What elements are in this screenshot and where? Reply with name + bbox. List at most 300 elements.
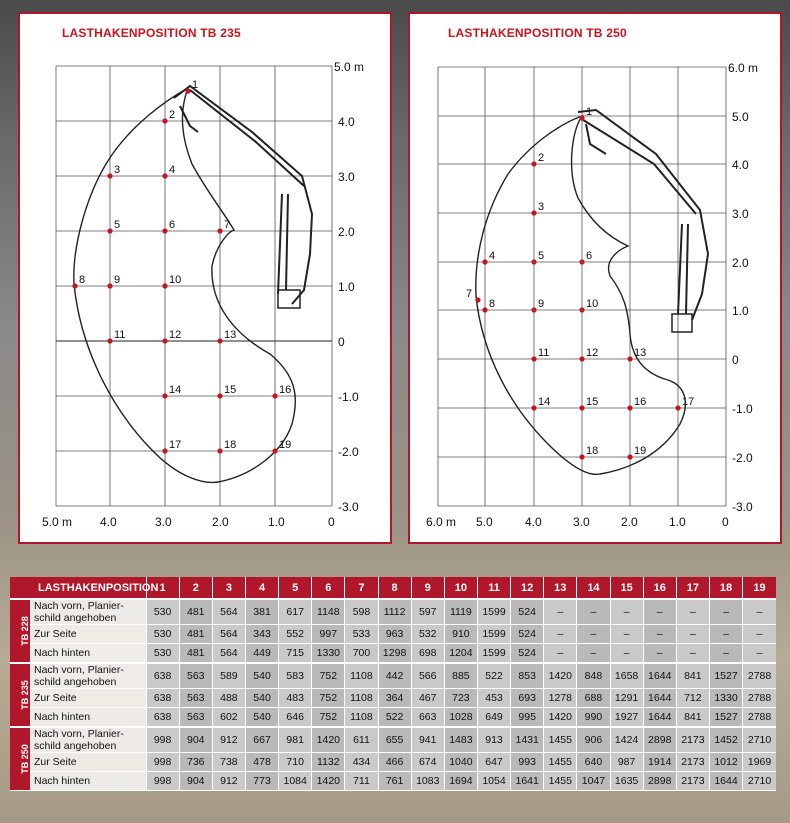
table-cell: 904 [179,727,212,753]
table-cell: 481 [179,644,212,664]
table-cell: 712 [676,689,709,708]
row-label: Zur Seite [30,689,146,708]
load-point-label: 3 [114,164,121,176]
load-point [531,259,536,264]
table-cell: – [544,644,577,664]
load-point [107,228,112,233]
table-cell: 602 [212,708,245,728]
table-cell: 597 [411,599,444,625]
table-cell: 522 [477,663,510,689]
table-cell: 530 [146,625,179,644]
table-cell: – [544,625,577,644]
table-cell: 998 [146,727,179,753]
table-cell: 563 [179,708,212,728]
table-cell: 540 [245,689,278,708]
chart-panel-tb235 [18,12,392,544]
load-point-label: 7 [466,288,473,300]
table-cell: 655 [378,727,411,753]
table-cell: 1330 [709,689,742,708]
table-cell: 1054 [477,772,510,791]
table-cell: 990 [577,708,610,728]
load-point-label: 16 [279,384,292,396]
table-cell: 2788 [743,663,776,689]
table-cell: 540 [245,663,278,689]
table-cell: 1108 [345,708,378,728]
load-point [531,210,536,215]
load-point [185,88,190,93]
table-cell: 532 [411,625,444,644]
table-cell: 752 [312,689,345,708]
table-cell: 524 [511,625,544,644]
table-cell: 941 [411,727,444,753]
load-point-label: 19 [279,439,292,451]
table-cell: 467 [411,689,444,708]
x-tick-label: 6.0 m [426,515,457,529]
table-cell: 563 [179,689,212,708]
load-point [675,405,680,410]
table-cell: 564 [212,644,245,664]
y-tick-label: 6.0 m [728,61,759,75]
table-cell: 522 [378,708,411,728]
load-point [531,161,536,166]
table-cell: 1028 [444,708,477,728]
load-point [579,259,584,264]
y-tick-label: -2.0 [338,445,359,459]
y-tick-label: 5.0 m [334,60,365,74]
table-cell: – [577,599,610,625]
table-cell: 995 [511,708,544,728]
row-label: Zur Seite [30,625,146,644]
table-cell: 2788 [743,689,776,708]
table-cell: 649 [477,708,510,728]
table-cell: 638 [146,689,179,708]
load-point-label: 14 [538,396,551,408]
load-point [107,338,112,343]
load-point-label: 2 [538,152,545,164]
column-header: 4 [245,577,278,599]
table-cell: 2788 [743,708,776,728]
table-row [10,625,776,644]
load-point [627,454,632,459]
table-cell: 617 [279,599,312,625]
table-cell: 1635 [610,772,643,791]
x-tick-label: 2.0 [212,515,229,529]
load-point-label: 1 [192,79,199,91]
table-cell: 1927 [610,708,643,728]
load-point-label: 5 [538,250,545,262]
table-row [10,708,776,728]
table-cell: – [676,644,709,664]
y-tick-label: 2.0 [338,225,355,239]
x-tick-label: 4.0 [525,515,542,529]
table-cell: 885 [444,663,477,689]
table-cell: 1644 [643,689,676,708]
load-point-label: 2 [169,109,176,121]
load-point [579,307,584,312]
table-cell: – [544,599,577,625]
column-header: 6 [312,577,345,599]
table-cell: 1420 [312,772,345,791]
table-cell: 540 [245,708,278,728]
table-cell: – [676,625,709,644]
load-point-label: 4 [169,164,176,176]
table-cell: 738 [212,753,245,772]
load-point [579,356,584,361]
load-point [579,115,584,120]
table-cell: 981 [279,727,312,753]
table-cell: 993 [511,753,544,772]
load-point [482,259,487,264]
chart-title-tb250: LASTHAKENPOSITION TB 250 [448,26,627,40]
excavator-arm-drawing [578,110,708,320]
table-cell: 2710 [743,727,776,753]
chart-title-tb235: LASTHAKENPOSITION TB 235 [62,26,241,40]
table-row [10,599,776,625]
y-tick-label: -1.0 [732,402,753,416]
load-point [217,448,222,453]
table-cell: 1644 [643,663,676,689]
y-tick-label: 2.0 [732,256,749,270]
load-point-label: 8 [489,298,496,310]
load-point-label: 9 [114,274,121,286]
load-point [162,338,167,343]
table-cell: 1641 [511,772,544,791]
table-cell: 841 [676,708,709,728]
load-point-label: 13 [634,347,647,359]
table-cell: 524 [511,644,544,664]
table-cell: 1527 [709,708,742,728]
table-cell: 1599 [477,599,510,625]
table-cell: 674 [411,753,444,772]
load-point [162,228,167,233]
table-cell: 2173 [676,772,709,791]
load-point-label: 13 [224,329,237,341]
table-cell: – [577,625,610,644]
table-cell: 910 [444,625,477,644]
table-cell: 1914 [643,753,676,772]
table-row [10,689,776,708]
table-cell: 1204 [444,644,477,664]
load-point [627,356,632,361]
table-row [10,772,776,791]
load-point [107,283,112,288]
table-cell: 638 [146,708,179,728]
load-point-label: 12 [586,347,599,359]
load-point-label: 7 [224,219,231,231]
load-point-label: 18 [224,439,237,451]
load-table [10,577,776,791]
table-cell: 566 [411,663,444,689]
load-point [162,393,167,398]
table-cell: 1527 [709,663,742,689]
table-cell: 488 [212,689,245,708]
y-tick-label: 1.0 [732,304,749,318]
table-cell: 1420 [544,663,577,689]
column-header: 17 [676,577,709,599]
table-cell: 913 [477,727,510,753]
load-point [531,405,536,410]
x-tick-label: 0 [328,515,335,529]
table-cell: 564 [212,625,245,644]
table-cell: 453 [477,689,510,708]
table-cell: 700 [345,644,378,664]
load-point-label: 1 [586,106,593,118]
load-table-wrap [10,577,776,791]
load-point [162,283,167,288]
load-point-label: 12 [169,329,182,341]
table-cell: 1012 [709,753,742,772]
x-tick-label: 1.0 [268,515,285,529]
model-group-text: TB 228 [19,616,30,646]
x-tick-label: 0 [722,515,729,529]
table-cell: 2898 [643,727,676,753]
column-header: 13 [544,577,577,599]
table-cell: 987 [610,753,643,772]
table-cell: 2173 [676,753,709,772]
table-cell: 1424 [610,727,643,753]
table-cell: 1084 [279,772,312,791]
table-cell: 853 [511,663,544,689]
load-point-label: 5 [114,219,121,231]
column-header: 10 [444,577,477,599]
load-point-label: 14 [169,384,182,396]
table-cell: 466 [378,753,411,772]
table-cell: 1278 [544,689,577,708]
load-point [107,173,112,178]
load-point [475,297,480,302]
table-cell: – [709,599,742,625]
table-cell: – [743,625,776,644]
table-cell: 2898 [643,772,676,791]
y-tick-label: 0 [732,353,739,367]
table-cell: – [610,625,643,644]
row-label: Nach vorn, Planier-schild angehoben [30,727,146,753]
table-cell: 563 [179,663,212,689]
column-header: 16 [643,577,676,599]
table-cell: 1330 [312,644,345,664]
x-tick-label: 5.0 m [42,515,73,529]
column-header: 9 [411,577,444,599]
x-tick-label: 5.0 [476,515,493,529]
load-point [627,405,632,410]
table-cell: 1431 [511,727,544,753]
table-cell: 1644 [709,772,742,791]
table-cell: 1132 [312,753,345,772]
y-tick-label: 5.0 [732,110,749,124]
table-cell: – [743,599,776,625]
table-cell: – [577,644,610,664]
table-cell: 1148 [312,599,345,625]
column-header: 15 [610,577,643,599]
table-cell: 711 [345,772,378,791]
load-point-label: 15 [586,396,599,408]
y-tick-label: 1.0 [338,280,355,294]
table-cell: 2710 [743,772,776,791]
table-cell: 564 [212,599,245,625]
load-point [482,307,487,312]
table-cell: 1083 [411,772,444,791]
table-cell: 710 [279,753,312,772]
table-row [10,753,776,772]
table-cell: 997 [312,625,345,644]
load-point-label: 17 [169,439,182,451]
table-cell: 483 [279,689,312,708]
y-tick-label: -3.0 [732,500,753,514]
column-header: 18 [709,577,742,599]
table-row [10,663,776,689]
load-point-label: 11 [114,329,126,341]
table-cell: 904 [179,772,212,791]
table-cell: 1420 [544,708,577,728]
table-cell: – [709,644,742,664]
table-cell: 1420 [312,727,345,753]
table-cell: 998 [146,753,179,772]
load-point-label: 15 [224,384,237,396]
y-tick-label: -1.0 [338,390,359,404]
load-point-label: 11 [538,347,550,359]
column-header: 3 [212,577,245,599]
table-cell: 343 [245,625,278,644]
column-header: 14 [577,577,610,599]
column-header: 2 [179,577,212,599]
table-cell: 848 [577,663,610,689]
table-cell: 912 [212,772,245,791]
load-point [162,448,167,453]
x-tick-label: 3.0 [155,515,172,529]
load-point-label: 9 [538,298,545,310]
column-header: 11 [477,577,510,599]
load-point [72,283,77,288]
table-cell: 912 [212,727,245,753]
load-point-label: 17 [682,396,695,408]
load-point [162,173,167,178]
load-point [531,307,536,312]
table-cell: 1644 [643,708,676,728]
table-cell: 906 [577,727,610,753]
table-cell: 589 [212,663,245,689]
table-cell: 1599 [477,644,510,664]
table-cell: 1455 [544,772,577,791]
load-point [217,228,222,233]
column-header: 12 [511,577,544,599]
table-cell: 752 [312,708,345,728]
y-tick-label: -3.0 [338,500,359,514]
table-cell: 736 [179,753,212,772]
table-cell: 1483 [444,727,477,753]
table-cell: 442 [378,663,411,689]
load-point [217,338,222,343]
load-point-label: 6 [586,250,593,262]
load-point [531,356,536,361]
column-header: 19 [743,577,776,599]
row-label: Nach hinten [30,772,146,791]
row-label: Nach hinten [30,644,146,664]
table-cell: 773 [245,772,278,791]
table-cell: 698 [411,644,444,664]
table-cell: 434 [345,753,378,772]
table-cell: 761 [378,772,411,791]
load-point-label: 10 [169,274,182,286]
reach-diagram-tb250 [410,14,780,542]
table-cell: 1291 [610,689,643,708]
load-point [579,454,584,459]
table-cell: 1298 [378,644,411,664]
load-point [217,393,222,398]
load-point-label: 18 [586,445,599,457]
x-tick-label: 3.0 [573,515,590,529]
x-tick-label: 4.0 [100,515,117,529]
table-cell: 533 [345,625,378,644]
table-cell: 449 [245,644,278,664]
table-cell: 1599 [477,625,510,644]
table-cell: 481 [179,625,212,644]
table-cell: 524 [511,599,544,625]
column-header: 8 [378,577,411,599]
table-cell: 530 [146,644,179,664]
reach-diagram-tb235 [20,14,390,542]
load-point [162,118,167,123]
y-tick-label: 0 [338,335,345,349]
table-cell: 752 [312,663,345,689]
table-cell: 381 [245,599,278,625]
y-tick-label: -2.0 [732,451,753,465]
table-cell: 646 [279,708,312,728]
table-cell: – [610,599,643,625]
table-cell: 1108 [345,689,378,708]
table-cell: 1455 [544,727,577,753]
table-cell: 640 [577,753,610,772]
x-tick-label: 2.0 [621,515,638,529]
y-tick-label: 3.0 [732,207,749,221]
grid [438,67,726,506]
model-group-label [10,599,30,663]
table-cell: 638 [146,663,179,689]
excavator-arm-drawing [174,86,312,304]
row-label: Nach vorn, Planier-schild angehoben [30,663,146,689]
table-cell: 663 [411,708,444,728]
table-cell: 1047 [577,772,610,791]
model-group-text: TB 250 [19,744,30,774]
table-cell: 1112 [378,599,411,625]
table-row [10,644,776,664]
table-cell: 688 [577,689,610,708]
load-point [272,448,277,453]
table-cell: – [709,625,742,644]
column-header: 7 [345,577,378,599]
table-header-row [10,577,776,599]
row-label: Zur Seite [30,753,146,772]
table-cell: 715 [279,644,312,664]
table-cell: 998 [146,772,179,791]
row-label: Nach hinten [30,708,146,728]
load-point [272,393,277,398]
y-tick-label: 4.0 [338,115,355,129]
table-cell: – [676,599,709,625]
load-point-label: 3 [538,201,545,213]
column-header: 1 [146,577,179,599]
model-group-label [10,727,30,791]
load-point-label: 8 [79,274,86,286]
model-group-label [10,663,30,727]
table-cell: 552 [279,625,312,644]
load-point-label: 4 [489,250,496,262]
x-tick-label: 1.0 [669,515,686,529]
table-cell: – [643,599,676,625]
table-cell: 530 [146,599,179,625]
load-point [579,405,584,410]
reach-envelope [476,116,686,474]
table-cell: 1108 [345,663,378,689]
